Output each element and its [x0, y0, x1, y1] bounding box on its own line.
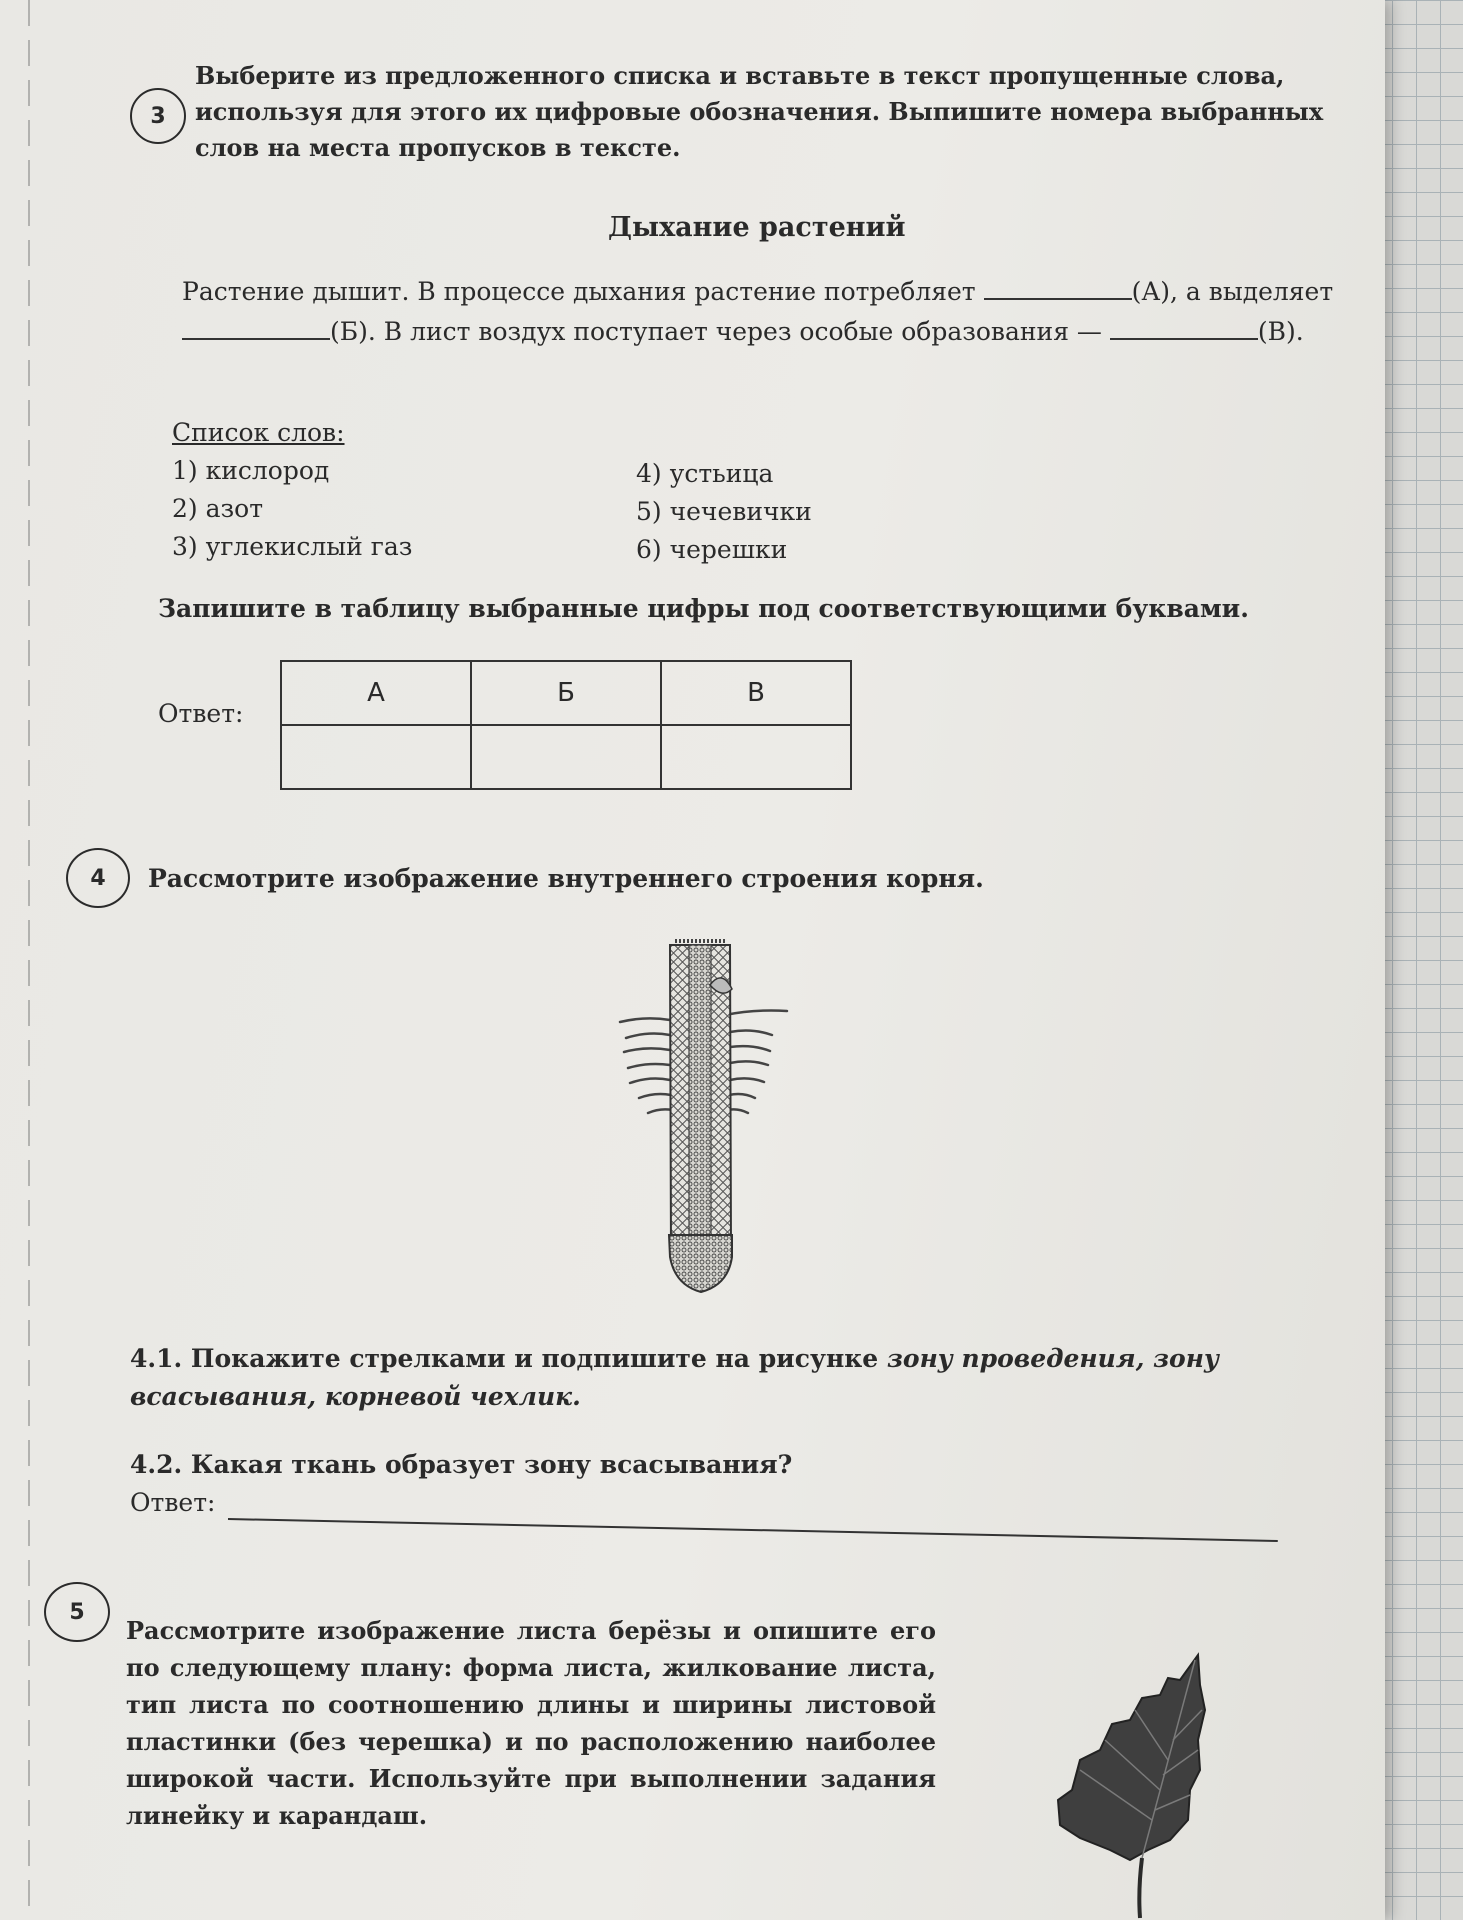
- task-number-4: 4: [66, 848, 130, 908]
- col-header-v: В: [661, 661, 851, 725]
- q1-italic: зону проведения, зону всасывания, корневой чехлик.: [130, 1344, 1219, 1411]
- table-instruction: Запишите в таблицу выбранные цифры под соответствующими буквами.: [158, 594, 1249, 623]
- word-item-2: 2) азот: [172, 494, 264, 523]
- answer-cell-b[interactable]: [471, 725, 661, 789]
- answer-label-3: Ответ:: [158, 699, 244, 728]
- gap-text-mark-b: (Б). В лист воздух поступает через особые образования —: [330, 317, 1102, 346]
- answer-line-4[interactable]: [228, 1518, 1278, 1542]
- word-item-4: 4) устьица: [636, 459, 774, 488]
- gap-text-mark-v: (В).: [1257, 317, 1304, 346]
- word-list-right: [636, 455, 812, 569]
- blank-b[interactable]: [182, 316, 330, 340]
- task3-title: Дыхание растений: [608, 212, 906, 243]
- col-header-b: Б: [471, 661, 661, 725]
- task-number-3: 3: [130, 88, 186, 144]
- margin-line: [28, 0, 30, 1920]
- gap-text-part-1: Растение дышит. В процессе дыхания растение потребляет: [182, 277, 976, 306]
- task4-question-1: [130, 1340, 1290, 1416]
- gap-text-mark-a: (А), а выделяет: [1131, 277, 1334, 306]
- answer-cell-v[interactable]: [661, 725, 851, 789]
- task5-text: Рассмотрите изображение листа берёзы и опишите его по следующему плану: форма листа, жилкование листа, тип листа по соотношению длины и ширины листовой пластинки (без черешка) и по расположению наиболее широкой части. Используйте при выполнении задания линейку и карандаш.: [126, 1616, 936, 1830]
- word-item-5: 5) чечевички: [636, 497, 812, 526]
- word-item-1: 1) кислород: [172, 456, 330, 485]
- task4-intro: Рассмотрите изображение внутреннего строения корня.: [148, 864, 984, 893]
- task-number-5: 5: [44, 1582, 110, 1642]
- word-list-title: Список слов:: [172, 418, 345, 447]
- birch-leaf-image: [1030, 1650, 1230, 1920]
- col-header-a: А: [281, 661, 471, 725]
- blank-v[interactable]: [1110, 316, 1258, 340]
- blank-a[interactable]: [984, 276, 1132, 300]
- task3-intro: Выберите из предложенного списка и вставьте в текст пропущенные слова, используя для этого их цифровые обозначения. Выпишите номера выбранных слов на места пропусков в тексте.: [195, 61, 1324, 162]
- answer-label-4: Ответ:: [130, 1488, 216, 1517]
- task3-gap-text: [182, 272, 1347, 352]
- answer-cell-a[interactable]: [281, 725, 471, 789]
- q1-prefix: 4.1. Покажите стрелками и подпишите на рисунке: [130, 1344, 879, 1373]
- word-item-6: 6) черешки: [636, 535, 788, 564]
- word-item-3: 3) углекислый газ: [172, 532, 413, 561]
- answer-table: [280, 660, 852, 790]
- root-structure-image: [615, 935, 815, 1315]
- word-list-left: [172, 414, 412, 566]
- task4-question-2: 4.2. Какая ткань образует зону всасывания?: [130, 1450, 793, 1479]
